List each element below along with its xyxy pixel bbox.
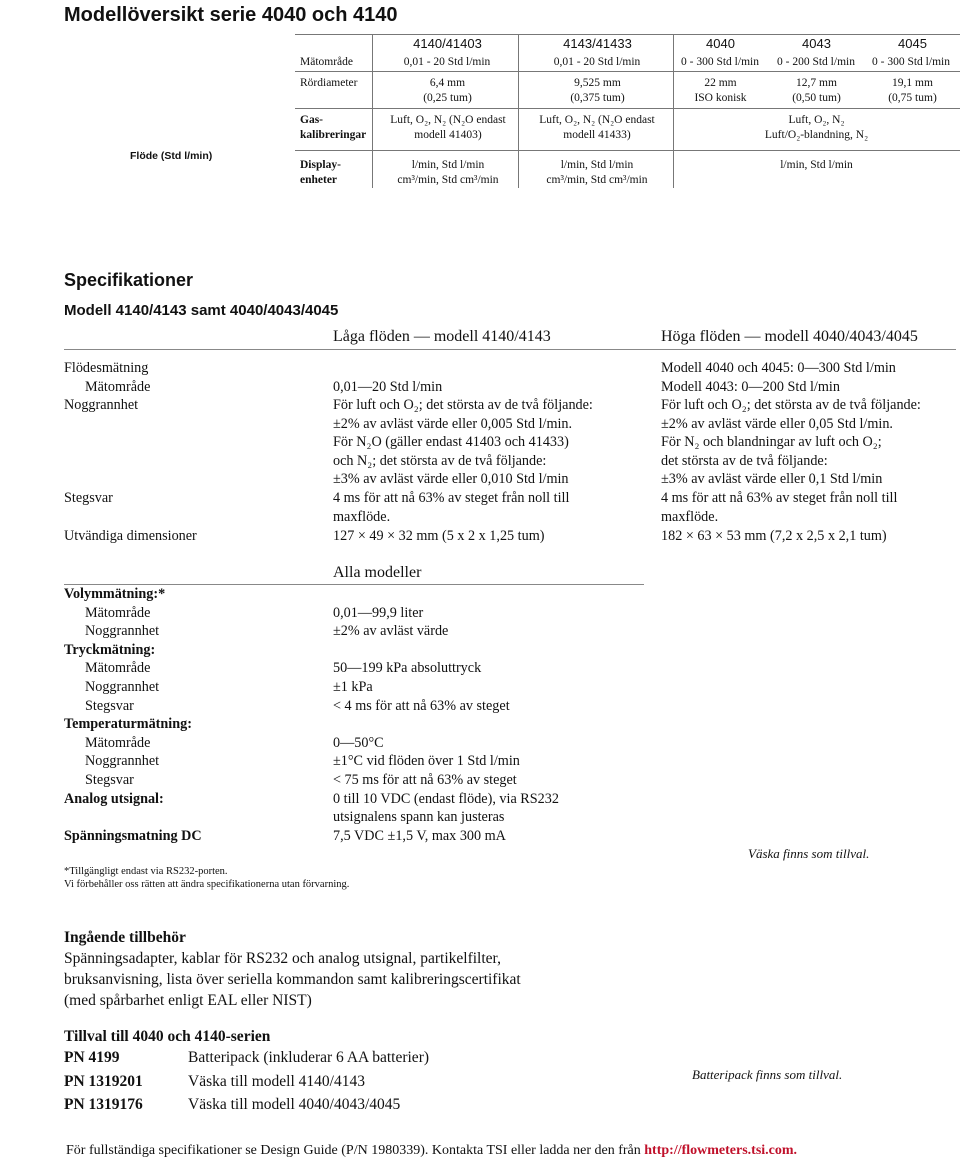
page-title: Modellöversikt serie 4040 och 4140 bbox=[64, 4, 398, 26]
spec-row bbox=[64, 641, 624, 660]
spec-row-label: Tryckmätning: bbox=[64, 641, 156, 658]
low-dimensions: 127 × 49 × 32 mm (5 x 2 x 1,25 tum) bbox=[333, 528, 545, 544]
high-response: 4 ms för att nå 63% av steget från noll till maxflöde. bbox=[661, 490, 898, 525]
column-head-low: Låga flöden — modell 4140/4143 bbox=[333, 328, 551, 345]
footer-link[interactable]: http://flowmeters.tsi.com. bbox=[644, 1143, 798, 1158]
table-rule bbox=[295, 71, 960, 72]
label-response: Stegsvar bbox=[64, 490, 113, 506]
table-cell: 19,1 mm (0,75 tum) bbox=[888, 77, 937, 104]
spec-row-label: Stegsvar bbox=[85, 771, 134, 788]
spec-row bbox=[64, 622, 624, 641]
column-header: 4040 bbox=[706, 36, 735, 51]
spec-row-label: Mätområde bbox=[85, 604, 151, 621]
table-cell: 0 - 300 Std l/min bbox=[681, 56, 759, 68]
spec-row bbox=[64, 678, 624, 697]
spec-title: Specifikationer bbox=[64, 270, 194, 290]
spec-row-value: 0—50°C bbox=[333, 734, 384, 751]
option-row bbox=[64, 1047, 429, 1068]
spec-row-value: 7,5 VDC ±1,5 V, max 300 mA bbox=[333, 827, 506, 844]
spec-row-value: 0,01—99,9 liter bbox=[333, 604, 424, 621]
all-models-list bbox=[64, 585, 624, 845]
spec-row-value: ±1°C vid flöden över 1 Std l/min bbox=[333, 753, 520, 770]
row-label-pipe: Rördiameter bbox=[300, 77, 358, 89]
low-response: 4 ms för att nå 63% av steget från noll till maxflöde. bbox=[333, 490, 570, 525]
table-cell: 6,4 mm (0,25 tum) bbox=[423, 77, 472, 104]
row-label-display: Display- enheter bbox=[300, 159, 341, 186]
spec-rule bbox=[64, 349, 956, 350]
high-range: Modell 4040 och 4045: 0—300 Std l/min Modell 4043: 0—200 Std l/min bbox=[661, 360, 896, 395]
table-cell: 9,525 mm (0,375 tum) bbox=[570, 77, 625, 104]
table-cell: 0 - 300 Std l/min bbox=[872, 56, 950, 68]
table-cell: 12,7 mm (0,50 tum) bbox=[792, 77, 841, 104]
table-cell: Luft, O₂, N₂ (N₂O endast modell 41433) bbox=[539, 114, 655, 141]
option-pn: PN 1319201 bbox=[64, 1073, 143, 1090]
option-pn: PN 4199 bbox=[64, 1049, 120, 1066]
option-desc: Batteripack (inkluderar 6 AA batterier) bbox=[188, 1049, 430, 1066]
table-cell: l/min, Std l/min cm³/min, Std cm³/min bbox=[397, 159, 499, 186]
spec-row-value: < 75 ms för att nå 63% av steget bbox=[333, 771, 517, 788]
options-title: Tillval till 4040 och 4140-serien bbox=[64, 1028, 271, 1045]
bag-note: Väska finns som tillval. bbox=[748, 846, 870, 861]
overview-side-label: Flöde (Std l/min) bbox=[130, 150, 213, 162]
label-accuracy: Noggrannhet bbox=[64, 397, 139, 413]
table-cell: 0,01 - 20 Std l/min bbox=[403, 56, 491, 68]
footer-copy: För fullständiga specifikationer se Design Guide (P/N 1980339). Kontakta TSI eller ladda ner den från bbox=[66, 1143, 645, 1158]
spec-row bbox=[64, 808, 624, 827]
footnote: *Tillgängligt endast via RS232-porten. bbox=[64, 866, 228, 877]
table-column-rule bbox=[372, 34, 373, 188]
table-cell: 0 - 200 Std l/min bbox=[777, 56, 855, 68]
spec-row-label: Noggrannhet bbox=[85, 678, 160, 695]
footer-text bbox=[66, 1143, 797, 1159]
accessories-title: Ingående tillbehör bbox=[64, 929, 186, 946]
spec-row-label: Spänningsmatning DC bbox=[64, 827, 202, 844]
column-header: 4045 bbox=[898, 36, 927, 51]
table-rule bbox=[295, 150, 960, 151]
spec-row-label: Temperaturmätning: bbox=[64, 716, 192, 733]
spec-row bbox=[64, 604, 624, 623]
row-label-gas: Gas- kalibreringar bbox=[300, 114, 367, 141]
column-header: 4140/41403 bbox=[413, 36, 482, 51]
spec-row bbox=[64, 752, 624, 771]
high-dimensions: 182 × 63 × 53 mm (7,2 x 2,5 x 2,1 tum) bbox=[661, 528, 887, 544]
option-pn: PN 1319176 bbox=[64, 1096, 143, 1113]
spec-row-value: ±2% av avläst värde bbox=[333, 623, 449, 640]
all-models-head: Alla modeller bbox=[333, 564, 422, 581]
table-cell: l/min, Std l/min cm³/min, Std cm³/min bbox=[546, 159, 648, 186]
table-cell: l/min, Std l/min bbox=[780, 159, 853, 171]
spec-row-value: utsignalens spann kan justeras bbox=[333, 809, 505, 826]
table-cell: Luft, O₂, N₂ (N₂O endast modell 41403) bbox=[390, 114, 506, 141]
spec-row-label: Mätområde bbox=[85, 734, 151, 751]
low-range: 0,01—20 Std l/min bbox=[333, 379, 443, 395]
spec-row-label: Stegsvar bbox=[85, 697, 134, 714]
table-cell: 22 mm ISO konisk bbox=[694, 77, 747, 104]
label-range: Mätområde bbox=[85, 379, 151, 395]
table-rule bbox=[295, 108, 960, 109]
spec-row bbox=[64, 734, 624, 753]
spec-row bbox=[64, 715, 624, 734]
spec-row-label: Analog utsignal: bbox=[64, 790, 164, 807]
spec-row-label: Noggrannhet bbox=[85, 623, 160, 640]
option-desc: Väska till modell 4040/4043/4045 bbox=[188, 1096, 401, 1113]
table-cell: 0,01 - 20 Std l/min bbox=[553, 56, 641, 68]
low-accuracy: För luft och O₂; det största av de två följande: ±2% av avläst värde eller 0,005 Std l/min. För N₂O (gäller endast 41403 och 41433) och N₂; det största av de två följande: ±3% av avläst värde eller 0,010 Std l/min bbox=[333, 397, 593, 488]
spec-row bbox=[64, 771, 624, 790]
spec-row bbox=[64, 790, 624, 809]
spec-subtitle: Modell 4140/4143 samt 4040/4043/4045 bbox=[64, 302, 339, 319]
spec-row-value: 50—199 kPa absoluttryck bbox=[333, 660, 482, 677]
table-column-rule bbox=[518, 34, 519, 188]
option-row bbox=[64, 1071, 365, 1092]
spec-row-value: ±1 kPa bbox=[333, 678, 373, 695]
label-flow: Flödesmätning bbox=[64, 360, 149, 376]
spec-row-value: < 4 ms för att nå 63% av steget bbox=[333, 697, 510, 714]
column-header: 4043 bbox=[802, 36, 831, 51]
column-header: 4143/41433 bbox=[563, 36, 632, 51]
spec-row bbox=[64, 827, 624, 846]
high-accuracy: För luft och O₂; det största av de två följande: ±2% av avläst värde eller 0,05 Std l/min. För N₂ och blandningar av luft och O₂; det största av de två följande: ±3% av avläst värde eller 0,1 Std l/min bbox=[661, 397, 921, 488]
spec-row bbox=[64, 585, 624, 604]
battery-note: Batteripack finns som tillval. bbox=[692, 1067, 843, 1082]
spec-row bbox=[64, 659, 624, 678]
label-dimensions: Utvändiga dimensioner bbox=[64, 528, 197, 544]
option-desc: Väska till modell 4140/4143 bbox=[188, 1073, 365, 1090]
column-head-high: Höga flöden — modell 4040/4043/4045 bbox=[661, 328, 918, 345]
footnote: Vi förbehåller oss rätten att ändra specifikationerna utan förvarning. bbox=[64, 879, 350, 890]
table-cell: Luft, O₂, N₂ Luft/O₂-blandning, N₂ bbox=[764, 114, 869, 141]
accessories-list: Spänningsadapter, kablar för RS232 och analog utsignal, partikelfilter, bruksanvisning, lista över seriella kommandon samt kalibreringscertifikat (med spårbarhet enligt EAL eller NIST) bbox=[64, 950, 521, 1009]
spec-row-label: Volymmätning:* bbox=[64, 586, 166, 602]
spec-row-label: Mätområde bbox=[85, 660, 151, 677]
table-top-rule bbox=[295, 34, 960, 35]
row-label-range: Mätområde bbox=[300, 56, 354, 68]
spec-row bbox=[64, 697, 624, 716]
option-row bbox=[64, 1094, 400, 1115]
spec-row-value: 0 till 10 VDC (endast flöde), via RS232 bbox=[333, 790, 559, 807]
spec-row-label: Noggrannhet bbox=[85, 753, 160, 770]
